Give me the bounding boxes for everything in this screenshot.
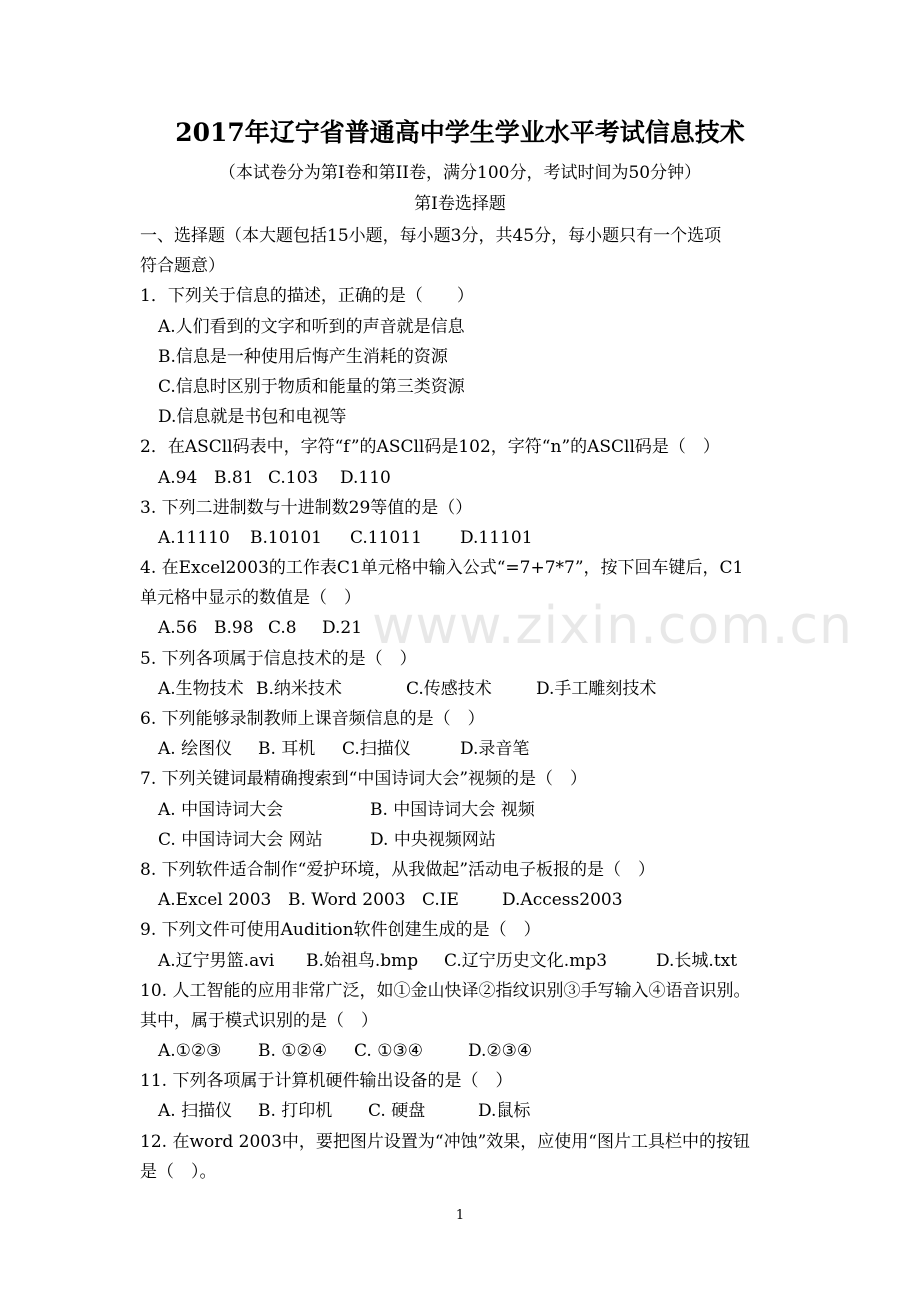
answer-option[interactable]: D.11101 xyxy=(460,527,533,548)
question-stem: 1．下列关于信息的描述，正确的是（ ） xyxy=(140,286,474,307)
answer-option[interactable]: D.21 xyxy=(322,618,363,639)
option-row xyxy=(140,613,788,643)
answer-option[interactable]: B.98 xyxy=(214,618,254,639)
answer-option[interactable]: B. 中国诗词大会 视频 xyxy=(370,799,535,820)
answer-option[interactable]: A.生物技术 xyxy=(158,678,244,699)
answer-option[interactable]: B.始祖鸟.bmp xyxy=(306,950,419,971)
answer-option[interactable]: A.①②③ xyxy=(158,1041,222,1062)
answer-option[interactable]: D.长城.txt xyxy=(656,950,738,971)
question-stem: 9. 下列文件可使用Audition软件创建生成的是（ ） xyxy=(140,920,541,941)
question-stem: 2．在ASCll码表中，字符“f”的ASCll码是102，字符“n”的ASCll码是（ ） xyxy=(140,437,720,458)
answer-option[interactable]: C.IE xyxy=(422,890,459,911)
answer-option[interactable]: C. 中国诗词大会 网站 xyxy=(158,829,323,850)
question-stem: 11. 下列各项属于计算机硬件输出设备的是（ ） xyxy=(140,1071,513,1092)
answer-option[interactable]: D.②③④ xyxy=(468,1041,533,1062)
exam-subtitle: （本试卷分为第I卷和第II卷，满分100分，考试时间为50分钟） xyxy=(218,163,702,183)
option-row xyxy=(140,674,788,704)
answer-option[interactable]: C.扫描仪 xyxy=(342,739,411,760)
question-stem: 12. 在word 2003中，要把图片设置为“冲蚀”效果，应使用“图片工具栏中的按钮 xyxy=(140,1131,750,1152)
answer-option[interactable]: C. 硬盘 xyxy=(368,1101,426,1122)
answer-option[interactable]: A.辽宁男篮.avi xyxy=(158,950,275,971)
answer-option[interactable]: B. Word 2003 xyxy=(288,890,406,911)
option-row xyxy=(140,312,788,342)
answer-option[interactable]: D.Access2003 xyxy=(502,890,623,911)
answer-option[interactable]: C.8 xyxy=(268,618,297,639)
answer-option[interactable]: A. 绘图仪 xyxy=(158,739,233,760)
question-stem: 是（ ）。 xyxy=(140,1161,217,1182)
answer-option[interactable]: A. 扫描仪 xyxy=(158,1101,233,1122)
watermark: www.zixin.com.cn xyxy=(372,596,853,656)
answer-option[interactable]: B.信息是一种使用后悔产生消耗的资源 xyxy=(158,346,448,367)
question-stem: 3. 下列二进制数与十进制数29等值的是（） xyxy=(140,497,473,518)
option-row xyxy=(140,795,788,825)
answer-option[interactable]: C.103 xyxy=(268,467,319,488)
answer-option[interactable]: C.传感技术 xyxy=(406,678,492,699)
answer-option[interactable]: A.11110 xyxy=(158,527,230,548)
option-row xyxy=(140,946,788,976)
question-stem: 6. 下列能够录制教师上课音频信息的是（ ） xyxy=(140,709,485,729)
answer-option[interactable]: C.辽宁历史文化.mp3 xyxy=(444,950,608,971)
question-stem: 4. 在Excel2003的工作表C1单元格中输入公式“=7+7*7”，按下回车键后，C1 xyxy=(140,558,744,579)
section-title: 第I卷选择题 xyxy=(414,194,506,214)
question-stem: 单元格中显示的数值是（ ） xyxy=(140,588,361,609)
option-row xyxy=(140,402,788,432)
option-row xyxy=(140,825,788,855)
answer-option[interactable]: D.鼠标 xyxy=(478,1101,531,1122)
option-row xyxy=(140,372,788,402)
option-row xyxy=(140,734,788,764)
answer-option[interactable]: C. ①③④ xyxy=(354,1041,423,1062)
question-stem: 10. 人工智能的应用非常广泛，如①金山快译②指纹识别③手写输入④语音识别。 xyxy=(140,980,751,1001)
answer-option[interactable]: A.Excel 2003 xyxy=(158,890,272,911)
option-row xyxy=(140,1096,788,1126)
answer-option[interactable]: D.手工雕刻技术 xyxy=(536,678,657,699)
option-row xyxy=(140,523,788,553)
answer-option[interactable]: B.81 xyxy=(214,467,254,488)
instruction-line: 符合题意） xyxy=(140,256,225,277)
page-title: 2017年辽宁省普通高中学生学业水平考试信息技术 xyxy=(175,118,745,147)
answer-option[interactable]: B.纳米技术 xyxy=(256,678,342,699)
instruction-line: 一、选择题（本大题包括15小题，每小题3分，共45分，每小题只有一个选项 xyxy=(140,226,722,246)
question-stem: 5. 下列各项属于信息技术的是（ ） xyxy=(140,648,417,669)
option-row xyxy=(140,1036,788,1066)
answer-option[interactable]: B. 耳机 xyxy=(258,739,316,760)
question-stem: 7. 下列关键词最精确搜索到“中国诗词大会”视频的是（ ） xyxy=(140,769,588,790)
answer-option[interactable]: D.信息就是书包和电视等 xyxy=(158,407,347,428)
option-row xyxy=(140,885,788,915)
answer-option[interactable]: B. 打印机 xyxy=(258,1101,333,1122)
option-row xyxy=(140,342,788,372)
answer-option[interactable]: C.11011 xyxy=(350,527,422,548)
question-list xyxy=(140,221,788,1187)
answer-option[interactable]: D.110 xyxy=(340,467,391,488)
answer-option[interactable]: D.录音笔 xyxy=(460,739,530,760)
answer-option[interactable]: B. ①②④ xyxy=(258,1041,328,1062)
answer-option[interactable]: B.10101 xyxy=(250,527,322,548)
question-stem: 其中，属于模式识别的是（ ） xyxy=(140,1010,378,1031)
answer-option[interactable]: C.信息时区别于物质和能量的第三类资源 xyxy=(158,376,465,397)
answer-option[interactable]: A. 中国诗词大会 xyxy=(158,799,284,820)
answer-option[interactable]: D. 中央视频网站 xyxy=(370,829,496,850)
option-row xyxy=(140,463,788,493)
question-stem: 8. 下列软件适合制作“爱护环境，从我做起”活动电子板报的是（ ） xyxy=(140,859,656,880)
page-number: 1 xyxy=(455,1208,465,1223)
answer-option[interactable]: A.56 xyxy=(158,618,198,639)
answer-option[interactable]: A.94 xyxy=(158,467,198,488)
answer-option[interactable]: A.人们看到的文字和听到的声音就是信息 xyxy=(158,316,465,337)
